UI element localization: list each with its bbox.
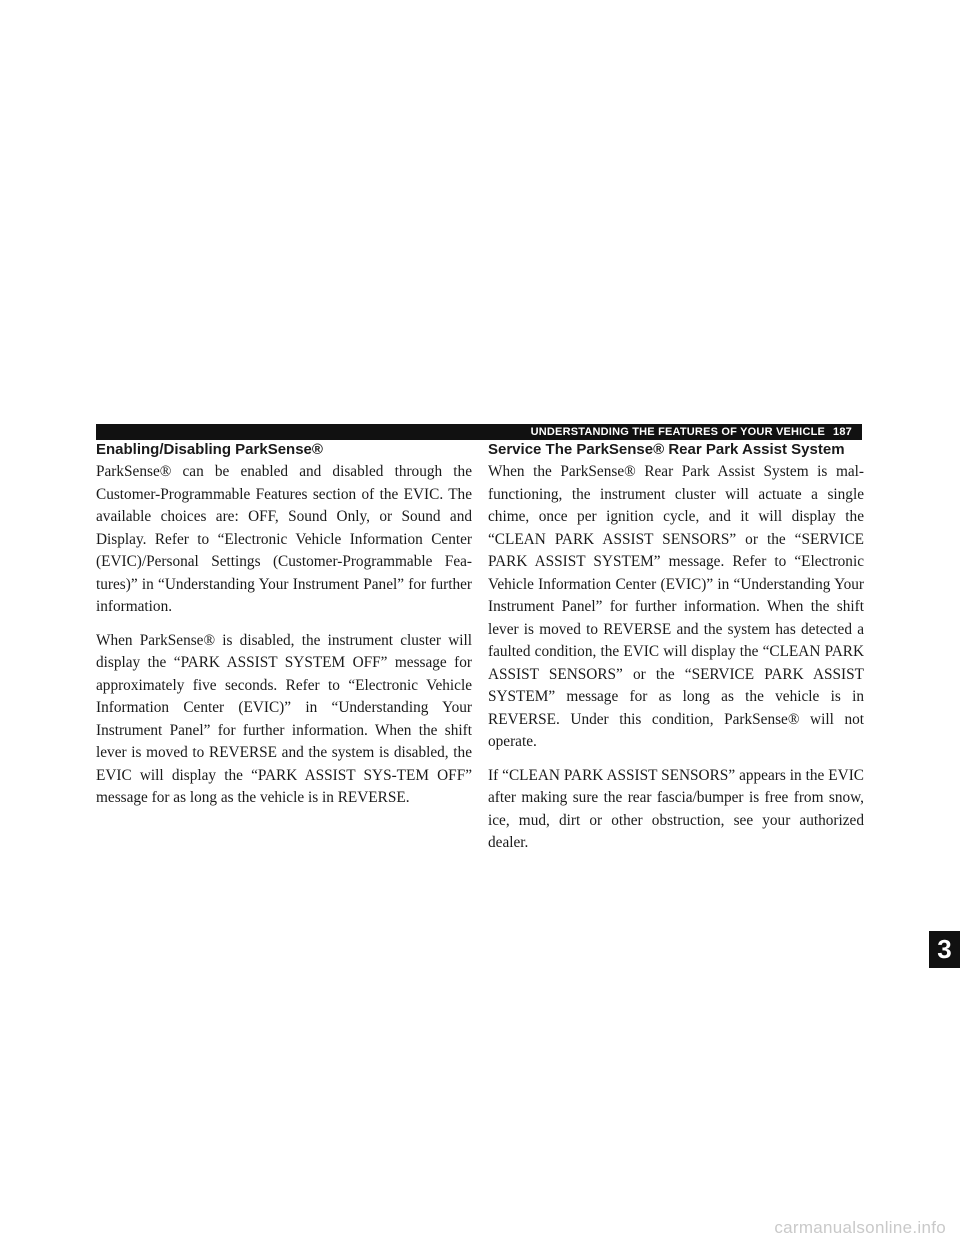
paragraph: If “CLEAN PARK ASSIST SENSORS” appears in the EVIC after making sure the rear fascia/bumper is free from snow, ice, mud, dirt or other obstruction, see your authorized dealer. bbox=[488, 766, 864, 851]
watermark: carmanualsonline.info bbox=[774, 1218, 946, 1237]
page-header-bar bbox=[96, 424, 862, 440]
page-number: 187 bbox=[833, 426, 852, 438]
right-column bbox=[488, 441, 864, 866]
paragraph: When ParkSense® is disabled, the instrument cluster will display the “PARK ASSIST SYSTEM OFF” message for approximately five seconds. Refer to “Electronic Vehicle Information Center (EVIC)” in “Understanding Your Instrument Panel” for further information. When the shift lever is moved to REVERSE and the system is disabled, the EVIC will display the “PARK ASSIST SYS-TEM OFF” message for as long as the vehicle is in REVERSE. bbox=[96, 631, 472, 806]
paragraph: ParkSense® can be enabled and disabled through the Customer-Programmable Features section of the EVIC. The available choices are: OFF, Sound Only, or Sound and Display. Refer to “Electronic Vehicle Information Center (EVIC)/Personal Settings (Customer-Programmable Fea-tures)” in “Understanding Your Instrument Panel” for further information. bbox=[96, 463, 472, 615]
running-header bbox=[531, 426, 862, 438]
paragraph: When the ParkSense® Rear Park Assist System is mal-functioning, the instrument cluster will actuate a single chime, once per ignition cycle, and it will display the “CLEAN PARK ASSIST SENSORS” or the “SERVICE PARK ASSIST SYSTEM” message. Refer to “Electronic Vehicle Information Center (EVIC)” in “Understanding Your Instrument Panel” for further information. When the shift lever is moved to REVERSE and the system has detected a faulted condition, the EVIC will display the “CLEAN PARK ASSIST SENSORS” or the “SERVICE PARK ASSIST SYSTEM” message for as long as the vehicle is in REVERSE. Under this condition, ParkSense® will not operate. bbox=[488, 463, 864, 750]
left-column bbox=[96, 441, 472, 821]
section-heading-service: Service The ParkSense® Rear Park Assist System bbox=[488, 441, 845, 458]
section-heading-enabling: Enabling/Disabling ParkSense® bbox=[96, 441, 323, 458]
section-title: UNDERSTANDING THE FEATURES OF YOUR VEHICLE bbox=[530, 426, 826, 438]
chapter-tab: 3 bbox=[929, 931, 960, 968]
